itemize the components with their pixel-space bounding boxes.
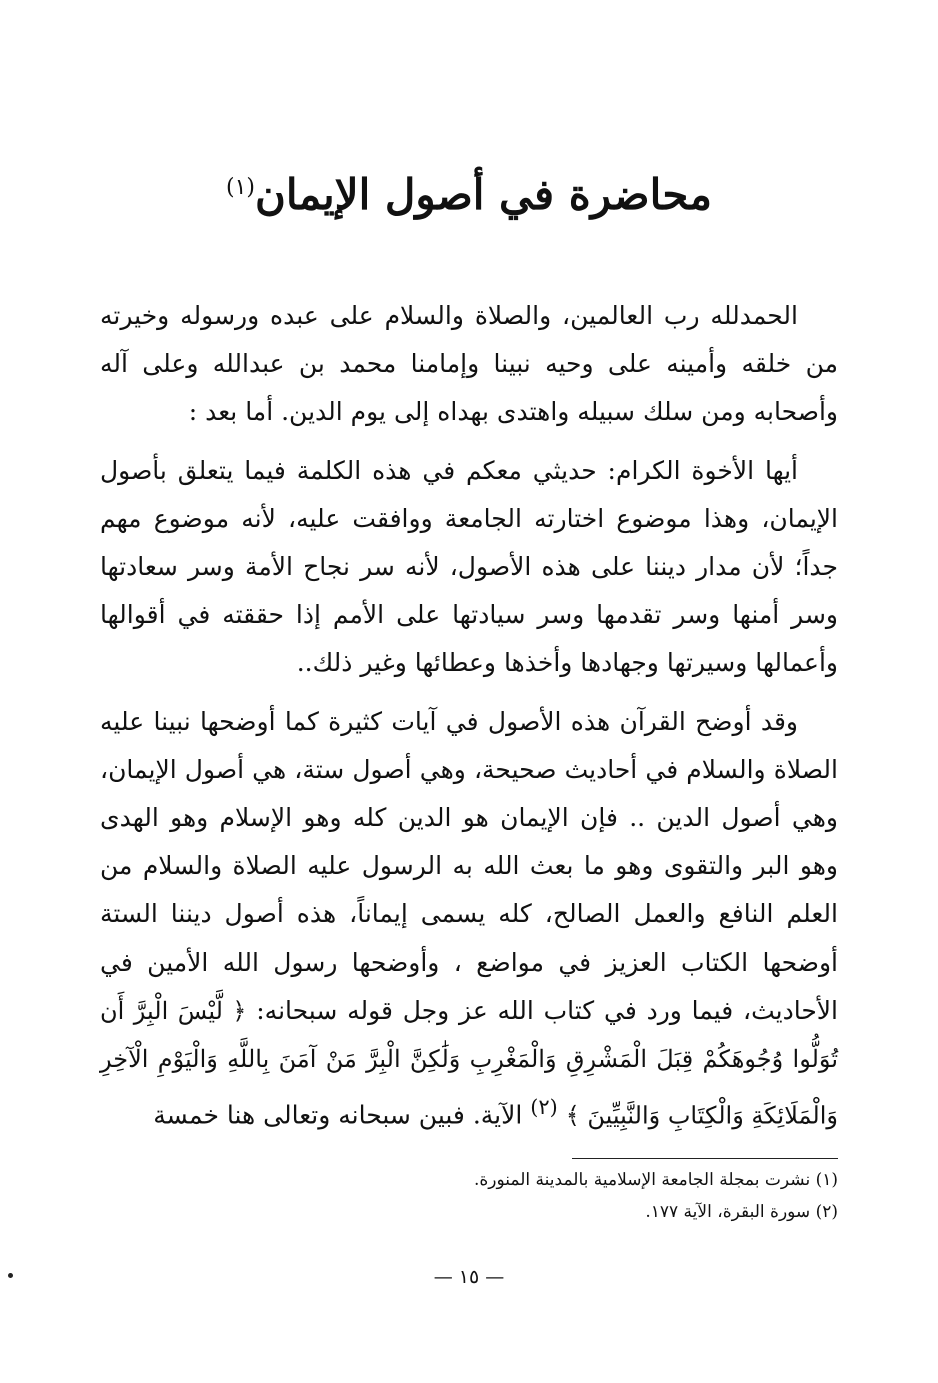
paragraph-1: الحمدلله رب العالمين، والصلاة والسلام على عبده ورسوله وخيرته من خلقه وأمينه على وحيه نبينا وإمامنا محمد بن عبدالله وعلى آله وأصحابه ومن سلك سبيله واهتدى بهداه إلى يوم الدين. أما بعد :: [100, 301, 838, 427]
paragraph-3-text: وقد أوضح القرآن هذه الأصول في آيات كثيرة كما أوضحها نبينا عليه الصلاة والسلام في أحاديث صحيحة، وهي أصول ستة، هي أصول الإيمان، وهي أصول الدين .. فإن الإيمان هو الدين كله وهو الإسلام وهو الهدى وهو البر والتقوى وهو ما بعث الله به الرسول عليه الصلاة والسلام من العلم النافع والعمل الصالح، كله يسمى إيماناً، هذه أصول ديننا الستة أوضحها الكتاب العزيز في مواضع ، وأوضحها رسول الله الأمين في الأحاديث، فيما ورد في كتاب الله عز وجل قوله سبحانه:: [100, 706, 839, 1025]
title-footnote-marker: (١): [226, 175, 256, 200]
scan-speck: [8, 1273, 13, 1278]
page-number: — ١٥ —: [433, 1266, 505, 1288]
footnotes: [300, 1164, 838, 1228]
page-title-text: محاضرة في أصول الإيمان: [255, 170, 712, 219]
footnote-2: (٢) سورة البقرة، الآية ١٧٧.: [645, 1202, 838, 1222]
footnote-1: (١) نشرت بمجلة الجامعة الإسلامية بالمدينة المنورة.: [473, 1170, 838, 1190]
after-verse-text: الآية. فبين سبحانه وتعالى هنا خمسة: [153, 1100, 523, 1130]
body-text: [100, 292, 838, 1150]
page-title: [120, 158, 818, 225]
verse-footnote-marker: (٢): [530, 1095, 558, 1120]
paragraph-2: أيها الأخوة الكرام: حديثي معكم في هذه الكلمة فيما يتعلق بأصول الإيمان، وهذا موضوع اختارته الجامعة ووافقت عليه، لأنه موضوع مهم جداً؛ لأن مدار ديننا على هذه الأصول، لأنه سر نجاح الأمة وسر سعادتها وسر أمنها وسر تقدمها وسر سيادتها على الأمم إذا حققته في أقوالها وأعمالها وسيرتها وجهادها وأخذها وعطائها وغير ذلك..: [100, 455, 838, 678]
quran-verse: ﴿ لَّيْسَ الْبِرَّ أَن تُوَلُّوا وُجُوهَكُمْ قِبَلَ الْمَشْرِقِ وَالْمَغْرِبِ وَلَٰكِنَّ الْبِرَّ مَنْ آمَنَ بِاللَّهِ وَالْيَوْمِ الْآخِرِ وَالْمَلَائِكَةِ وَالْكِتَابِ وَالنَّبِيِّينَ ﴾: [100, 996, 839, 1130]
paragraph-3: [100, 698, 838, 1140]
footnote-divider: [572, 1158, 838, 1159]
